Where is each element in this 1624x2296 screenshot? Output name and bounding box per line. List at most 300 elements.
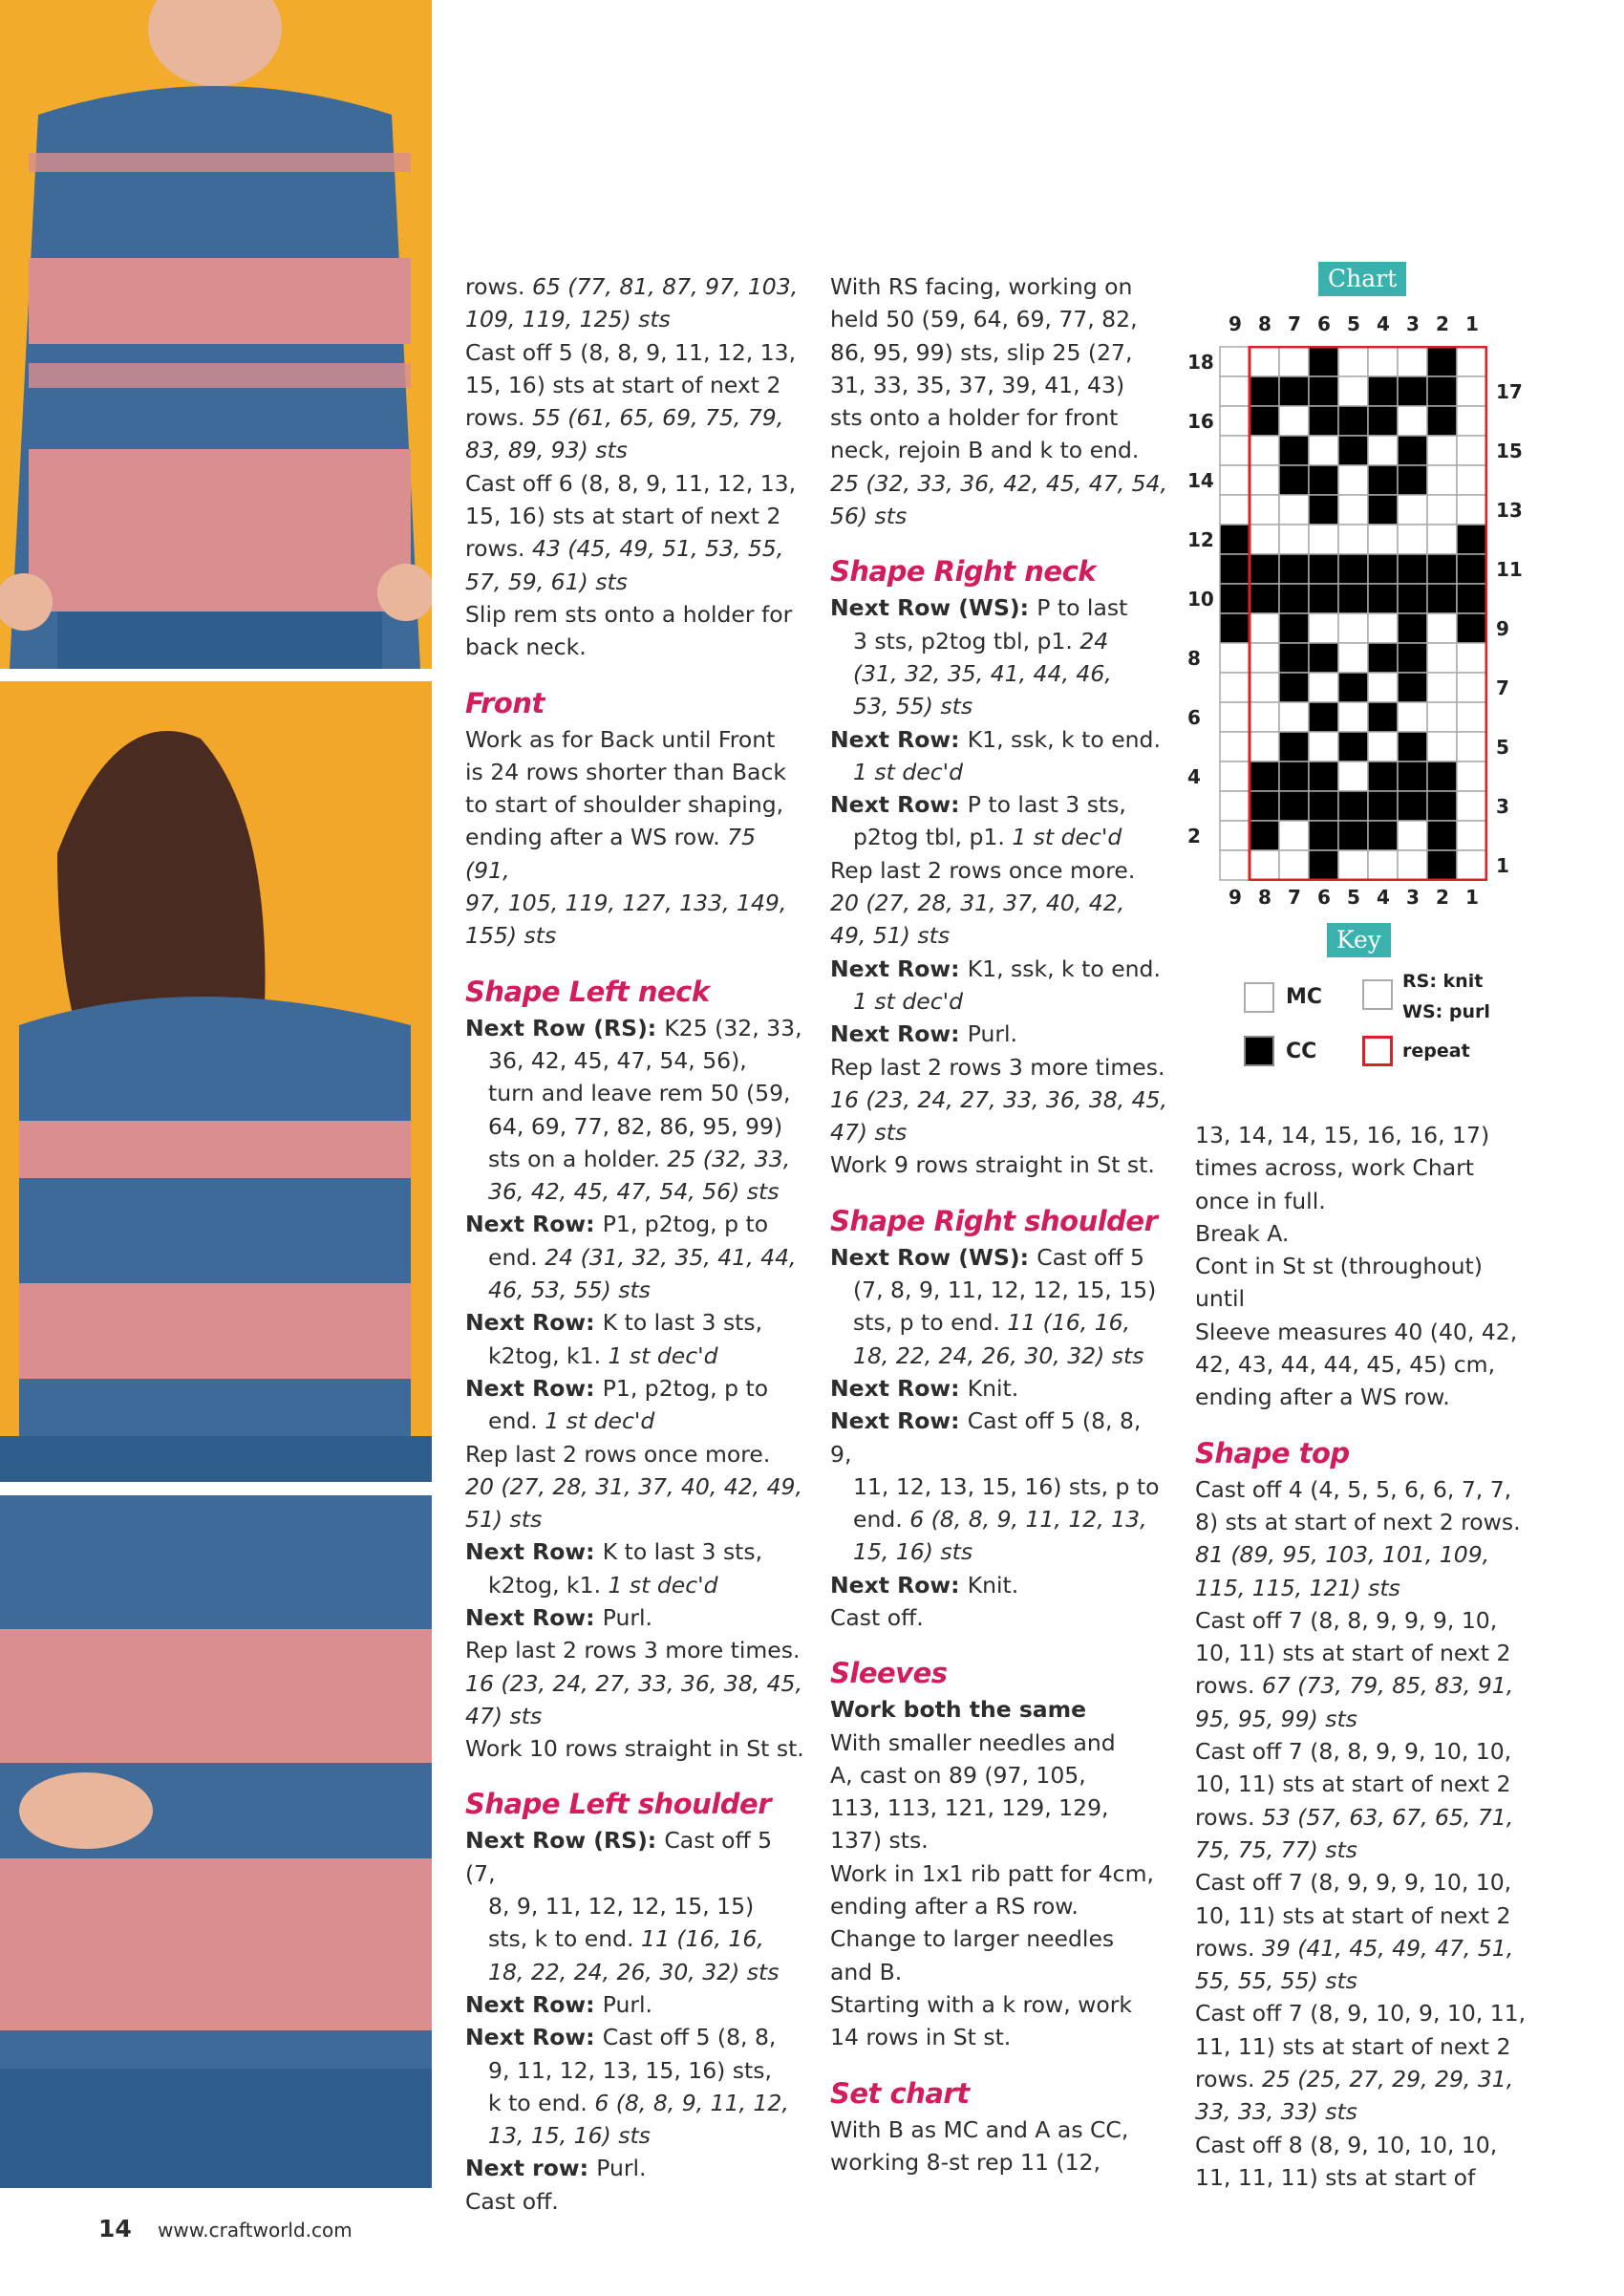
- chart-cell: [1368, 406, 1398, 436]
- row-label: Next Row:: [465, 2024, 603, 2051]
- chart-cell: [1427, 850, 1457, 880]
- chart-cell: [1279, 791, 1309, 821]
- instruction-line: [830, 1084, 1169, 1116]
- chart-cell: [1398, 673, 1427, 702]
- chart-row-number-left: 18: [1187, 351, 1214, 374]
- instruction-line: Next Row: K1, ssk, k to end.: [830, 725, 1161, 753]
- chart-cell: [1427, 791, 1457, 821]
- set-chart-instructions: [830, 2114, 1169, 2179]
- chart-cell: [1457, 613, 1486, 643]
- chart-cell: [1309, 732, 1338, 762]
- chart-cell: [1368, 643, 1398, 673]
- chart-cell: [1368, 347, 1398, 376]
- chart-cell: [1309, 554, 1338, 584]
- instruction-line: Work 9 rows straight in St st.: [830, 1151, 1155, 1179]
- chart-row-number-right: 9: [1496, 617, 1509, 640]
- chart-cell: [1279, 613, 1309, 643]
- chart-cell: [1309, 821, 1338, 850]
- instruction-line: Next Row (RS): Cast off 5 (7,: [465, 1827, 773, 1887]
- left-shoulder-instructions: [465, 1824, 804, 2218]
- chart-cell: [1338, 850, 1368, 880]
- instruction-line: [1195, 1572, 1534, 1604]
- chart-row-number-right: 7: [1496, 676, 1509, 699]
- row-label: Next Row:: [830, 725, 968, 753]
- chart-cell: [1220, 495, 1250, 525]
- heading-left-shoulder: Shape Left shoulder: [465, 1788, 771, 1821]
- footer-url: www.craftworld.com: [158, 2219, 353, 2242]
- chart-cell: [1338, 584, 1368, 613]
- heading-front: Front: [465, 686, 545, 719]
- instruction-line: [465, 566, 804, 598]
- chart-cell: [1338, 376, 1368, 406]
- chart-cell: [1368, 673, 1398, 702]
- column-2: [830, 270, 1169, 2178]
- stitch-count: 83, 89, 93) sts: [465, 437, 628, 464]
- instruction-line: (7, 8, 9, 11, 12, 12, 15, 15): [853, 1277, 1157, 1304]
- instruction-line: [465, 1667, 804, 1700]
- chart-row-number-right: 5: [1496, 736, 1509, 759]
- row-label: Next Row (RS):: [465, 1827, 665, 1855]
- instruction-line: [1195, 1964, 1534, 1997]
- instruction-line: Next Row (WS): Cast off 5: [830, 1243, 1144, 1271]
- right-shoulder-instructions: [830, 1241, 1169, 1635]
- chart-cell: [1398, 584, 1427, 613]
- stitch-count: 16 (23, 24, 27, 33, 36, 38, 45,: [465, 1669, 802, 1697]
- chart-cell: [1250, 525, 1279, 554]
- chart-cell: [1279, 702, 1309, 732]
- key-mc-label: MC: [1286, 985, 1323, 1009]
- chart-cell: [1368, 821, 1398, 850]
- chart-cell: [1398, 525, 1427, 554]
- chart-cell: [1338, 762, 1368, 791]
- chart-cell: [1250, 791, 1279, 821]
- stitch-count: 75, 75, 77) sts: [1195, 1835, 1357, 1863]
- chart-cell: [1220, 702, 1250, 732]
- chart-cell: [1309, 762, 1338, 791]
- instruction-line: [1195, 1703, 1534, 1735]
- chart-cell: [1368, 495, 1398, 525]
- chart-cell: [1398, 465, 1427, 495]
- instruction-line: [830, 985, 1169, 1018]
- chart-cell: [1220, 762, 1250, 791]
- stitch-count: 97, 105, 119, 127, 133, 149,: [465, 890, 787, 917]
- instruction-line: Cast off 8 (8, 9, 10, 10, 10,: [1195, 2131, 1498, 2158]
- row-label: Next Row:: [830, 1407, 968, 1435]
- chart-cell: [1279, 436, 1309, 465]
- stitch-count: 15, 16) sts: [853, 1538, 973, 1566]
- stitch-count: 16 (23, 24, 27, 33, 36, 38, 45,: [830, 1085, 1167, 1113]
- chart-cell: [1220, 850, 1250, 880]
- instruction-line: [465, 919, 804, 952]
- stitch-count: 109, 119, 125) sts: [465, 306, 671, 333]
- instruction-line: rows. 43 (45, 49, 51, 53, 55,: [465, 535, 784, 563]
- chart-row-number-left: 12: [1187, 528, 1214, 551]
- chart-cell: [1368, 613, 1398, 643]
- instruction-line: rows. 53 (57, 63, 67, 65, 71,: [1195, 1803, 1514, 1831]
- key-cc-swatch: [1244, 1036, 1274, 1066]
- stitch-count: 57, 59, 61) sts: [465, 568, 628, 595]
- instruction-line: once in full.: [1195, 1187, 1326, 1214]
- chart-cell: [1457, 525, 1486, 554]
- instruction-line: [465, 1470, 804, 1503]
- sleeves-instructions: [830, 1693, 1169, 2053]
- instruction-line: Change to larger needles: [830, 1925, 1115, 1953]
- chart-cell: [1220, 436, 1250, 465]
- chart-row-number-left: 4: [1187, 765, 1201, 788]
- stitch-count: 13, 15, 16) sts: [488, 2122, 651, 2150]
- chart-cell: [1457, 347, 1486, 376]
- instruction-line: is 24 rows shorter than Back: [465, 758, 786, 785]
- stitch-count: 1 st dec'd: [545, 1407, 655, 1435]
- instruction-line: Next Row (RS): K25 (32, 33,: [465, 1014, 802, 1041]
- stitch-count: 20 (27, 28, 31, 37, 40, 42,: [830, 890, 1125, 917]
- stitch-count: 53 (57, 63, 67, 65, 71,: [1261, 1803, 1514, 1831]
- chart-cell: [1220, 406, 1250, 436]
- instruction-line: Cast off 7 (8, 8, 9, 9, 10, 10,: [1195, 1738, 1512, 1766]
- chart-cell: [1368, 436, 1398, 465]
- chart-cell: [1250, 347, 1279, 376]
- instruction-line: [830, 919, 1169, 952]
- chart-cell: [1398, 762, 1427, 791]
- chart-cell: [1368, 584, 1398, 613]
- instruction-line: Cast off 7 (8, 8, 9, 9, 9, 10,: [1195, 1606, 1498, 1634]
- chart-row-number-right: 13: [1496, 499, 1523, 522]
- stitch-count: 11 (16, 16,: [1007, 1309, 1131, 1337]
- instruction-line: Work in 1x1 rib patt for 4cm,: [830, 1859, 1154, 1887]
- chart-cell: [1457, 643, 1486, 673]
- stitch-count: 47) sts: [465, 1702, 543, 1729]
- instruction-line: Next Row: Knit.: [830, 1374, 1019, 1402]
- instruction-line: k to end. 6 (8, 8, 9, 11, 12,: [488, 2089, 789, 2116]
- chart-row-number-right: 11: [1496, 558, 1523, 581]
- instruction-line: 15, 16) sts at start of next 2: [465, 503, 781, 530]
- stitch-count: 47) sts: [830, 1119, 908, 1147]
- instruction-line: Work 10 rows straight in St st.: [465, 1735, 804, 1763]
- chart-cell: [1427, 554, 1457, 584]
- shape-top-instructions: [1195, 1473, 1534, 2195]
- chart-cell: [1427, 673, 1457, 702]
- chart-cell: [1250, 406, 1279, 436]
- chart-title: Chart: [1318, 262, 1406, 296]
- row-label: Next Row:: [465, 1374, 603, 1402]
- stitch-count: 43 (45, 49, 51, 53, 55,: [531, 535, 784, 563]
- instruction-line: Next Row: P1, p2tog, p to: [465, 1374, 769, 1402]
- instruction-line: ending after a WS row. 75 (91,: [465, 824, 757, 884]
- instruction-line: Starting with a k row, work: [830, 1990, 1133, 2018]
- row-label: Work both the same: [830, 1696, 1087, 1724]
- stitch-count: 1 st dec'd: [608, 1571, 718, 1599]
- instruction-line: 64, 69, 77, 82, 86, 95, 99): [488, 1112, 783, 1140]
- instruction-line: Next Row: Purl.: [465, 1990, 653, 2018]
- row-label: Next Row:: [465, 1211, 603, 1238]
- chart-row-number-right: 15: [1496, 440, 1523, 462]
- instruction-line: Cast off 6 (8, 8, 9, 11, 12, 13,: [465, 469, 797, 497]
- row-label: Next Row:: [465, 1603, 603, 1631]
- instruction-line: rows. 25 (25, 27, 29, 29, 31,: [1195, 2066, 1514, 2093]
- chart-cell: [1427, 821, 1457, 850]
- row-label: Next Row:: [830, 1374, 968, 1402]
- key-mc-swatch: [1244, 982, 1274, 1013]
- chart-cell: [1309, 525, 1338, 554]
- chart-cell: [1457, 762, 1486, 791]
- instruction-line: [830, 1340, 1169, 1372]
- instruction-line: 137) sts.: [830, 1827, 929, 1855]
- stitch-count: 6 (8, 8, 9, 11, 12,: [594, 2089, 789, 2116]
- chart-column-number-bottom: 2: [1436, 886, 1449, 909]
- instruction-line: 113, 113, 121, 129, 129,: [830, 1794, 1109, 1822]
- front-instructions: [465, 723, 804, 953]
- chart-cell: [1279, 347, 1309, 376]
- chart-cell: [1220, 821, 1250, 850]
- chart-cell: [1220, 465, 1250, 495]
- chart-cell: [1368, 465, 1398, 495]
- chart-cell: [1250, 554, 1279, 584]
- stitch-count: 6 (8, 8, 9, 11, 12, 13,: [909, 1506, 1147, 1534]
- instruction-line: 14 rows in St st.: [830, 2024, 1012, 2051]
- key-repeat-swatch: [1362, 1036, 1393, 1066]
- instruction-line: [465, 1503, 804, 1535]
- chart-cell: [1368, 525, 1398, 554]
- heading-shape-top: Shape top: [1195, 1436, 1350, 1470]
- instruction-line: A, cast on 89 (97, 105,: [830, 1761, 1086, 1789]
- instruction-line: Cont in St st (throughout) until: [1195, 1253, 1483, 1313]
- instruction-line: Cast off 5 (8, 8, 9, 11, 12, 13,: [465, 338, 797, 366]
- chart-cell: [1220, 584, 1250, 613]
- chart-column-number-top: 3: [1406, 312, 1420, 335]
- instruction-line: times across, work Chart: [1195, 1154, 1474, 1182]
- chart-cell: [1250, 732, 1279, 762]
- chart-cell: [1220, 376, 1250, 406]
- chart-cell: [1279, 584, 1309, 613]
- chart-cell: [1427, 584, 1457, 613]
- key-knit-swatch: [1362, 979, 1393, 1010]
- chart-row-number-left: 6: [1187, 706, 1201, 729]
- chart-cell: [1398, 406, 1427, 436]
- instruction-line: end. 1 st dec'd: [488, 1407, 655, 1435]
- instruction-line: 3 sts, p2tog tbl, p1. 24: [853, 627, 1109, 654]
- instruction-line: [830, 467, 1169, 500]
- chart-row-number-left: 2: [1187, 825, 1201, 848]
- instruction-line: 8) sts at start of next 2 rows.: [1195, 1508, 1521, 1535]
- chart-cell: [1250, 821, 1279, 850]
- chart-column-number-top: 5: [1347, 312, 1360, 335]
- key-ws-purl-label: WS: purl: [1402, 1001, 1490, 1022]
- chart-cell: [1250, 850, 1279, 880]
- chart-cell: [1368, 376, 1398, 406]
- chart-cell: [1309, 702, 1338, 732]
- instruction-line: [830, 690, 1169, 722]
- chart-cell: [1398, 732, 1427, 762]
- chart-cell: [1309, 673, 1338, 702]
- chart-cell: [1338, 554, 1368, 584]
- stitch-count: 56) sts: [830, 503, 908, 530]
- chart-continuation: [1195, 1119, 1534, 1414]
- chart-cell: [1338, 406, 1368, 436]
- chart-cell: [1279, 821, 1309, 850]
- instruction-line: neck, rejoin B and k to end.: [830, 437, 1140, 464]
- stitch-count: 18, 22, 24, 26, 30, 32) sts: [488, 1958, 780, 1985]
- stitch-count: 20 (27, 28, 31, 37, 40, 42, 49,: [465, 1472, 802, 1500]
- instruction-line: With RS facing, working on: [830, 273, 1133, 300]
- left-neck-instructions: [465, 1012, 804, 1766]
- chart-cell: [1398, 347, 1427, 376]
- chart-row-number-left: 8: [1187, 647, 1201, 670]
- chart-cell: [1427, 525, 1457, 554]
- instruction-line: sts, k to end. 11 (16, 16,: [488, 1925, 764, 1953]
- chart-cell: [1398, 821, 1427, 850]
- chart-column-number-top: 1: [1465, 312, 1479, 335]
- row-label: Next Row:: [465, 1538, 603, 1566]
- instruction-line: rows. 65 (77, 81, 87, 97, 103,: [465, 273, 799, 300]
- chart-cell: [1427, 376, 1457, 406]
- instruction-line: back neck.: [465, 633, 587, 661]
- chart-cell: [1220, 613, 1250, 643]
- chart-cell: [1338, 643, 1368, 673]
- chart-column-number-top: 7: [1288, 312, 1301, 335]
- instruction-line: p2tog tbl, p1. 1 st dec'd: [853, 824, 1122, 851]
- instruction-line: rows. 67 (73, 79, 85, 83, 91,: [1195, 1672, 1514, 1700]
- chart-cell: [1250, 376, 1279, 406]
- chart-cell: [1457, 821, 1486, 850]
- chart-cell: [1309, 347, 1338, 376]
- instruction-line: working 8-st rep 11 (12,: [830, 2148, 1100, 2176]
- instruction-line: 9, 11, 12, 13, 15, 16) sts,: [488, 2056, 772, 2084]
- chart-cell: [1279, 406, 1309, 436]
- heading-left-neck: Shape Left neck: [465, 975, 710, 1008]
- chart-cell: [1220, 732, 1250, 762]
- chart-cell: [1457, 436, 1486, 465]
- chart-column-number-top: 4: [1377, 312, 1390, 335]
- chart-cell: [1309, 436, 1338, 465]
- stitch-count: 1 st dec'd: [853, 758, 964, 785]
- instruction-line: 10, 11) sts at start of next 2: [1195, 1640, 1511, 1667]
- instruction-line: 13, 14, 14, 15, 16, 16, 17): [1195, 1122, 1490, 1148]
- chart-cell: [1457, 376, 1486, 406]
- chart-cell: [1368, 554, 1398, 584]
- key-rs-knit-label: RS: knit: [1402, 971, 1484, 992]
- chart-cell: [1309, 495, 1338, 525]
- page-number: 14: [98, 2215, 132, 2242]
- chart-cell: [1398, 376, 1427, 406]
- instruction-line: Next Row: P to last 3 sts,: [830, 791, 1126, 819]
- heading-right-neck: Shape Right neck: [830, 555, 1097, 589]
- chart-cell: [1368, 791, 1398, 821]
- instruction-line: [465, 1274, 804, 1306]
- instruction-line: Next Row: Knit.: [830, 1571, 1019, 1599]
- column-1: [465, 270, 804, 2218]
- stitch-count: 51) sts: [465, 1506, 543, 1534]
- instruction-line: 11, 11) sts at start of next 2: [1195, 2032, 1511, 2060]
- chart-cell: [1220, 673, 1250, 702]
- chart-column-number-top: 9: [1229, 312, 1242, 335]
- model-photo-front: [0, 0, 432, 669]
- chart-cell: [1457, 584, 1486, 613]
- stitch-count: 1 st dec'd: [608, 1341, 718, 1369]
- instruction-line: Next Row: K to last 3 sts,: [465, 1538, 763, 1566]
- chart-cell: [1398, 702, 1427, 732]
- instruction-line: Next Row: P1, p2tog, p to: [465, 1211, 769, 1238]
- chart-cell: [1250, 613, 1279, 643]
- chart-column-number-bottom: 4: [1377, 886, 1390, 909]
- heading-set-chart: Set chart: [830, 2076, 970, 2110]
- chart-column-number-top: 6: [1317, 312, 1331, 335]
- instruction-line: [830, 1693, 1169, 1726]
- chart-row-number-right: 3: [1496, 795, 1509, 818]
- chart-cell: [1220, 643, 1250, 673]
- instruction-line: 31, 33, 35, 37, 39, 41, 43): [830, 371, 1125, 398]
- instruction-line: ending after a RS row.: [830, 1893, 1079, 1920]
- instruction-line: Next Row: Purl.: [830, 1020, 1018, 1048]
- chart-cell: [1250, 702, 1279, 732]
- chart-cell: [1279, 465, 1309, 495]
- chart-cell: [1457, 673, 1486, 702]
- instruction-line: [465, 1700, 804, 1732]
- chart-cell: [1338, 791, 1368, 821]
- instruction-line: Slip rem sts onto a holder for: [465, 600, 793, 628]
- instruction-line: Next Row: K to last 3 sts,: [465, 1309, 763, 1337]
- stitch-count: 155) sts: [465, 922, 557, 950]
- chart-cell: [1368, 702, 1398, 732]
- stitch-count: 24 (31, 32, 35, 41, 44,: [545, 1243, 797, 1271]
- instruction-line: Next row: Purl.: [465, 2155, 647, 2182]
- chart-row-number-left: 16: [1187, 410, 1214, 433]
- instruction-line: [830, 657, 1169, 690]
- instruction-line: [465, 1175, 804, 1208]
- instruction-line: 15, 16) sts at start of next 2: [465, 371, 781, 398]
- instruction-line: [465, 303, 804, 335]
- chart-cell: [1250, 495, 1279, 525]
- chart-column-number-top: 2: [1436, 312, 1449, 335]
- chart-column-number-top: 8: [1258, 312, 1271, 335]
- chart-cell: [1279, 525, 1309, 554]
- chart-cell: [1279, 376, 1309, 406]
- stitch-count: 46, 53, 55) sts: [488, 1277, 651, 1304]
- key-title: Key: [1327, 923, 1391, 957]
- instruction-line: held 50 (59, 64, 69, 77, 82,: [830, 306, 1138, 333]
- chart-cell: [1427, 465, 1457, 495]
- instruction-line: rows. 55 (61, 65, 69, 75, 79,: [465, 404, 784, 432]
- key-cc-label: CC: [1286, 1040, 1317, 1063]
- chart-cell: [1338, 673, 1368, 702]
- chart-cell: [1427, 762, 1457, 791]
- chart-cell: [1338, 821, 1368, 850]
- chart-column-number-bottom: 9: [1229, 886, 1242, 909]
- stitch-count: 1 st dec'd: [853, 987, 964, 1015]
- chart-column-number-bottom: 3: [1406, 886, 1420, 909]
- instruction-line: With smaller needles and: [830, 1728, 1116, 1756]
- instruction-line: 11, 11, 11) sts at start of: [1195, 2163, 1476, 2191]
- stitch-count: 49, 51) sts: [830, 922, 951, 950]
- chart-cell: [1338, 732, 1368, 762]
- chart-cell: [1457, 850, 1486, 880]
- instruction-line: Sleeve measures 40 (40, 42,: [1195, 1318, 1518, 1345]
- instruction-line: k2tog, k1. 1 st dec'd: [488, 1571, 718, 1599]
- chart-cell: [1250, 673, 1279, 702]
- chart-cell: [1398, 495, 1427, 525]
- chart-cell: [1427, 613, 1457, 643]
- chart-cell: [1250, 762, 1279, 791]
- row-label: Next Row:: [465, 1309, 603, 1337]
- chart-cell: [1309, 406, 1338, 436]
- chart-cell: [1398, 850, 1427, 880]
- stitch-count: 25 (25, 27, 29, 29, 31,: [1261, 2066, 1514, 2093]
- chart-cell: [1338, 347, 1368, 376]
- chart-cell: [1427, 702, 1457, 732]
- instruction-line: 10, 11) sts at start of next 2: [1195, 1901, 1511, 1929]
- instruction-line: 8, 9, 11, 12, 12, 15, 15): [488, 1893, 755, 1920]
- chart-cell: [1398, 613, 1427, 643]
- instruction-line: sts on a holder. 25 (32, 33,: [488, 1145, 791, 1172]
